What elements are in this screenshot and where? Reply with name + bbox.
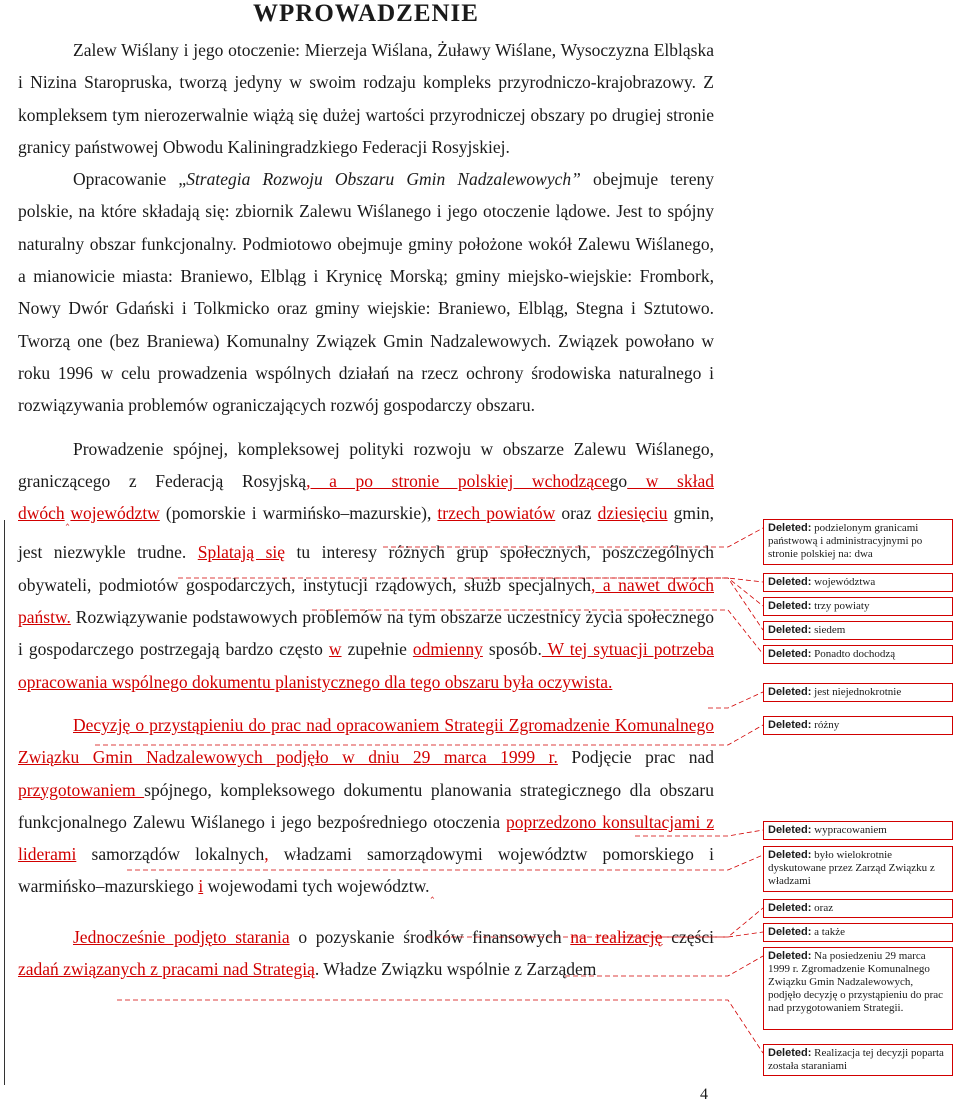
body-text: o pozyskanie środków finansowych	[289, 926, 571, 947]
inserted-text: na realizację	[570, 926, 663, 947]
change-bar	[4, 520, 5, 1085]
inserted-text: przygotowaniem	[18, 779, 145, 800]
inserted-text: województw	[70, 503, 160, 524]
body-text: . Władze Związku wspólnie z Zarządem	[314, 959, 597, 980]
inserted-text: W tej sytuacji potrzeba opracowania wspólnego dokumentu planistycznego dla tego obszaru była oczywista.	[18, 639, 714, 692]
page-number: 4	[700, 1086, 708, 1103]
paragraph	[18, 921, 714, 986]
body-text: oraz	[555, 503, 598, 524]
comment-label: Deleted:	[768, 824, 812, 836]
body-text: Opracowanie „	[73, 169, 187, 190]
comment-label: Deleted:	[768, 1047, 812, 1059]
body-text: tu interesy różnych grup społecznych, poszczególnych obywateli, podmiotów gospodarczych, instytucji rządowych, służb specjalnych	[18, 542, 714, 595]
body-text: obejmuje tereny polskie, na które składają się: zbiornik Zalewu Wiślanego i jego otoczenie lądowe. Jest to spójny naturalny obszar funkcjonalny. Podmiotowo obejmuje gminy położone wokół Zalewu Wiślanego, a mianowicie miasta: Braniewo, Elbląg i Krynicę Morską; gminy miejsko-wiejskie: Frombork, Nowy Dwór Gdański i Tolkmicko oraz gminy wiejskie: Braniewo, Elbląg, Stegna i Sztutowo. Tworzą one (bez Braniewa) Komunalny Związek Gmin Nadzalewowych. Związek powołano w roku 1996 w celu prowadzenia wspólnych działań na rzecz ochrony środowiska naturalnego i rozwiązywania problemów ograniczających rozwój gospodarczy obszaru.	[18, 169, 714, 416]
comment-text: jest niejednokrotnie	[811, 686, 902, 698]
comment-balloon[interactable]	[763, 846, 953, 892]
comment-text: oraz	[811, 902, 834, 914]
comment-label: Deleted:	[768, 648, 812, 660]
comment-text: Na posiedzeniu 29 marca 1999 r. Zgromadzenie Komunalnego Związku Gmin Nadzalewowych, podjęło decyzję o przystąpieniu do prac nad przygotowaniem Strategii.	[768, 950, 944, 1014]
document-body	[18, 34, 714, 985]
body-text: zupełnie	[341, 639, 413, 660]
deletion-caret-icon: ‸	[430, 887, 435, 900]
comment-label: Deleted:	[768, 719, 812, 731]
comment-balloon[interactable]	[763, 947, 953, 1030]
comment-text: Realizacja tej decyzji poparta została staraniami	[768, 1047, 944, 1072]
body-text: sposób.	[482, 639, 542, 660]
inserted-text: trzech powiatów	[437, 503, 556, 524]
page-title: WPROWADZENIE	[253, 0, 479, 27]
inserted-text: Jednocześnie podjęto starania	[73, 926, 290, 947]
comment-label: Deleted:	[768, 902, 812, 914]
inserted-text: poprzedzono konsultacjami z liderami	[18, 811, 714, 865]
document-title-quote: Strategia Rozwoju Obszaru Gmin Nadzalewowych”	[186, 169, 581, 190]
comment-label: Deleted:	[768, 849, 812, 861]
comment-balloon[interactable]	[763, 645, 953, 664]
paragraph	[18, 34, 714, 163]
comment-text: a także	[811, 926, 845, 938]
comment-text: różny	[811, 719, 840, 731]
inserted-text: w skład dwóch	[18, 470, 714, 524]
body-text: Rozwiązywanie podstawowych problemów na tym obszarze uczestnicy życia społecznego i gospodarczego postrzegają bardzo często	[18, 607, 714, 660]
comment-balloon[interactable]	[763, 716, 953, 735]
inserted-text: ,	[264, 844, 269, 865]
comment-balloon[interactable]	[763, 923, 953, 942]
inserted-text: , a po stronie polskiej wchodzące	[306, 470, 610, 491]
comment-text: było wielokrotnie dyskutowane przez Zarząd Związku z władzami	[768, 849, 935, 887]
comment-label: Deleted:	[768, 926, 812, 938]
inserted-text: odmienny	[412, 639, 483, 660]
comment-text: trzy powiaty	[811, 600, 870, 612]
comment-balloon[interactable]	[763, 1044, 953, 1076]
body-text: części	[662, 926, 714, 947]
inserted-text: Decyzję o przystąpieniu do prac nad opracowaniem Strategii Zgromadzenie Komunalnego Związku Gmin Nadzalewowych podjęło w dniu 29 marca 1999 r.	[18, 714, 714, 768]
comment-label: Deleted:	[768, 624, 812, 636]
comment-balloon[interactable]	[763, 573, 953, 592]
paragraph	[18, 709, 714, 910]
body-text: wojewodami tych województw.	[203, 876, 430, 897]
comment-balloon[interactable]	[763, 899, 953, 918]
body-text: spójnego, kompleksowego dokumentu planowania strategicznego dla obszaru funkcjonalnego Zalewu Wiślanego i jego bezpośredniego otoczenia	[18, 779, 714, 832]
body-text: samorządów lokalnych	[76, 844, 265, 865]
comment-label: Deleted:	[768, 576, 812, 588]
comment-balloon[interactable]	[763, 683, 953, 702]
body-text: go	[609, 470, 628, 491]
inserted-text: Splatają się	[197, 542, 286, 563]
comment-connector-line	[708, 692, 763, 708]
comment-balloon[interactable]	[763, 621, 953, 640]
body-text: gmin, jest niezwykle trudne.	[18, 503, 714, 563]
comment-text: podzielonym granicami państwową i administracyjnymi po stronie polskiej na: dwa	[768, 522, 923, 560]
body-text: Prowadzenie spójnej, kompleksowej polityki rozwoju w obszarze Zalewu Wiślanego, graniczącego z Federacją Rosyjską	[18, 438, 714, 491]
comment-text: Ponadto dochodzą	[811, 648, 896, 660]
comment-label: Deleted:	[768, 686, 812, 698]
comment-text: wypracowaniem	[811, 824, 887, 836]
comment-label: Deleted:	[768, 950, 812, 962]
body-text: (pomorskie i warmińsko–mazurskie),	[159, 503, 438, 524]
body-text: Zalew Wiślany i jego otoczenie: Mierzeja Wiślana, Żuławy Wiślane, Wysoczyzna Elbląska i Nizina Staropruska, tworzą jedyny w swoim rodzaju kompleks przyrodniczo-krajobrazowy. Z kompleksem tym nierozerwalnie wiążą się dużej wartości przyrodniczej obszary po drugiej stronie granicy państwowej Obwodu Kaliningradzkiego Federacji Rosyjskiej.	[18, 40, 714, 157]
paragraph	[18, 433, 714, 698]
comment-balloon[interactable]	[763, 821, 953, 840]
inserted-text: w	[328, 639, 342, 660]
inserted-text: i	[198, 876, 204, 897]
body-text: Podjęcie prac nad	[557, 747, 714, 768]
inserted-text: dziesięciu	[597, 503, 668, 524]
inserted-text: , a nawet dwóch państw.	[18, 574, 714, 628]
comment-label: Deleted:	[768, 522, 812, 534]
body-text: władzami samorządowymi województw pomorskiego i warmińsko–mazurskiego	[18, 844, 715, 897]
comment-connector-line	[117, 1000, 763, 1053]
comment-balloon[interactable]	[763, 597, 953, 616]
comment-label: Deleted:	[768, 600, 812, 612]
paragraph	[18, 163, 714, 421]
comment-text: siedem	[811, 624, 846, 636]
inserted-text: zadań związanych z pracami nad Strategią	[18, 959, 315, 980]
comment-balloon[interactable]	[763, 519, 953, 565]
deletion-caret-icon: ‸	[65, 514, 70, 527]
comment-text: województwa	[811, 576, 876, 588]
